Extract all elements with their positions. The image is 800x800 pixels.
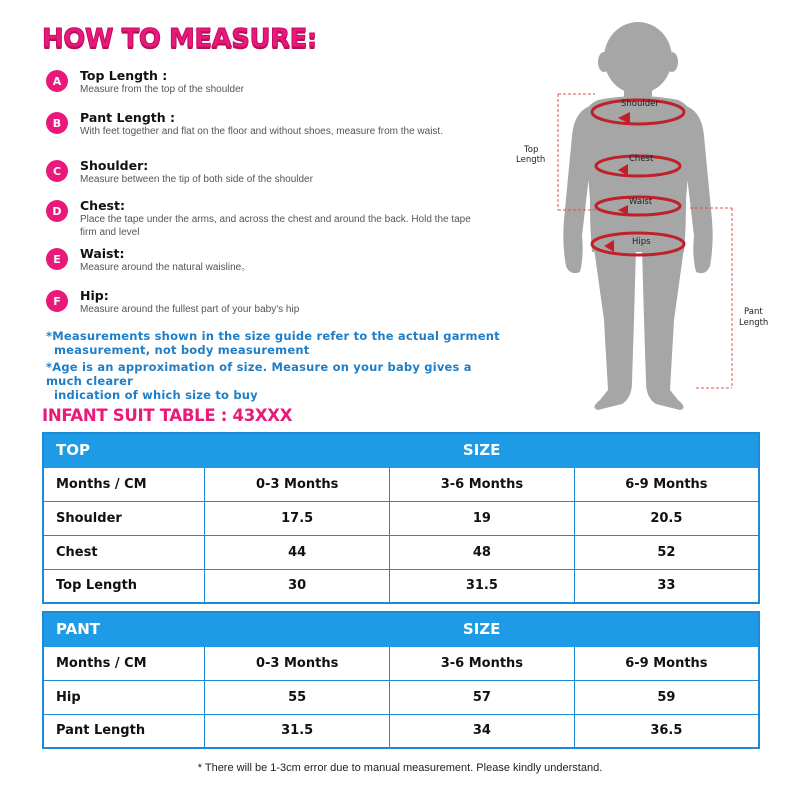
step-badge: D <box>46 200 68 222</box>
pant-length-label-line2: Length <box>739 318 769 328</box>
column-header: 6-9 Months <box>574 467 759 501</box>
step-badge: E <box>46 248 68 270</box>
row-label: Chest <box>43 535 205 569</box>
step-description: With feet together and flat on the floor and without shoes, measure from the waist. <box>80 126 443 137</box>
column-header: 3-6 Months <box>390 646 575 680</box>
row-label: Top Length <box>43 569 205 603</box>
row-label: Hip <box>43 680 205 714</box>
row-label: Shoulder <box>43 501 205 535</box>
table-cell: 52 <box>574 535 759 569</box>
table-cell: 20.5 <box>574 501 759 535</box>
table-row <box>43 680 759 714</box>
table-cell: 17.5 <box>205 501 390 535</box>
step-badge: F <box>46 290 68 312</box>
table-cell: 34 <box>390 714 575 748</box>
table-header-row <box>43 433 759 467</box>
pant-size-table <box>42 611 760 749</box>
table-cell: 44 <box>205 535 390 569</box>
child-silhouette-illustration <box>500 20 790 420</box>
row-label: Pant Length <box>43 714 205 748</box>
step-description: Place the tape under the arms, and across the chest and around the back. Hold the tape firm and level <box>80 214 471 238</box>
table-cell: 30 <box>205 569 390 603</box>
table-row <box>43 501 759 535</box>
column-header-row <box>43 646 759 680</box>
step-heading: Waist: <box>80 246 125 261</box>
table-cell: 48 <box>390 535 575 569</box>
table-title: INFANT SUIT TABLE : 43XXX <box>42 406 293 425</box>
step-badge: B <box>46 112 68 134</box>
size-header: SIZE <box>205 433 759 467</box>
step-description: Measure from the top of the shoulder <box>80 84 244 95</box>
size-header: SIZE <box>205 612 759 646</box>
step-description: Measure around the natural waisline。 <box>80 262 252 273</box>
note-age-approximation: *Age is an approximation of size. Measure on your baby gives a much clearer indication of which size to buy <box>46 360 472 402</box>
table-cell: 36.5 <box>574 714 759 748</box>
page-title: HOW TO MEASURE: <box>42 24 317 54</box>
pant-length-label-line1: Pant <box>744 307 763 317</box>
top-length-label-line2: Length <box>516 155 546 165</box>
table-header-row <box>43 612 759 646</box>
column-header: 6-9 Months <box>574 646 759 680</box>
step-heading: Top Length : <box>80 68 168 83</box>
chest-label: Chest <box>629 154 654 164</box>
top-size-table <box>42 432 760 604</box>
step-heading: Hip: <box>80 288 109 303</box>
footer-disclaimer: * There will be 1-3cm error due to manual measurement. Please kindly understand. <box>197 762 603 774</box>
column-header: 3-6 Months <box>390 467 575 501</box>
table-cell: 55 <box>205 680 390 714</box>
table-cell: 31.5 <box>205 714 390 748</box>
column-header: Months / CM <box>43 467 205 501</box>
column-header: 0-3 Months <box>205 467 390 501</box>
column-header-row <box>43 467 759 501</box>
column-header: 0-3 Months <box>205 646 390 680</box>
table-cell: 19 <box>390 501 575 535</box>
table-cell: 57 <box>390 680 575 714</box>
step-description: Measure between the tip of both side of the shoulder <box>80 174 313 185</box>
step-heading: Chest: <box>80 198 125 213</box>
body-measurement-figure <box>500 20 790 420</box>
table-cell: 31.5 <box>390 569 575 603</box>
note-actual-garment: *Measurements shown in the size guide refer to the actual garment measurement, not body measurement <box>46 329 500 357</box>
table-row <box>43 535 759 569</box>
waist-label: Waist <box>629 197 653 207</box>
shoulder-label: Shoulder <box>621 99 659 109</box>
table-cell: 33 <box>574 569 759 603</box>
step-description: Measure around the fullest part of your baby's hip <box>80 304 300 315</box>
hips-label: Hips <box>632 237 651 247</box>
step-heading: Pant Length : <box>80 110 176 125</box>
step-heading: Shoulder: <box>80 158 149 173</box>
section-label: TOP <box>43 433 205 467</box>
table-cell: 59 <box>574 680 759 714</box>
step-badge: A <box>46 70 68 92</box>
column-header: Months / CM <box>43 646 205 680</box>
step-badge: C <box>46 160 68 182</box>
top-length-label-line1: Top <box>524 145 539 155</box>
section-label: PANT <box>43 612 205 646</box>
table-row <box>43 569 759 603</box>
table-row <box>43 714 759 748</box>
